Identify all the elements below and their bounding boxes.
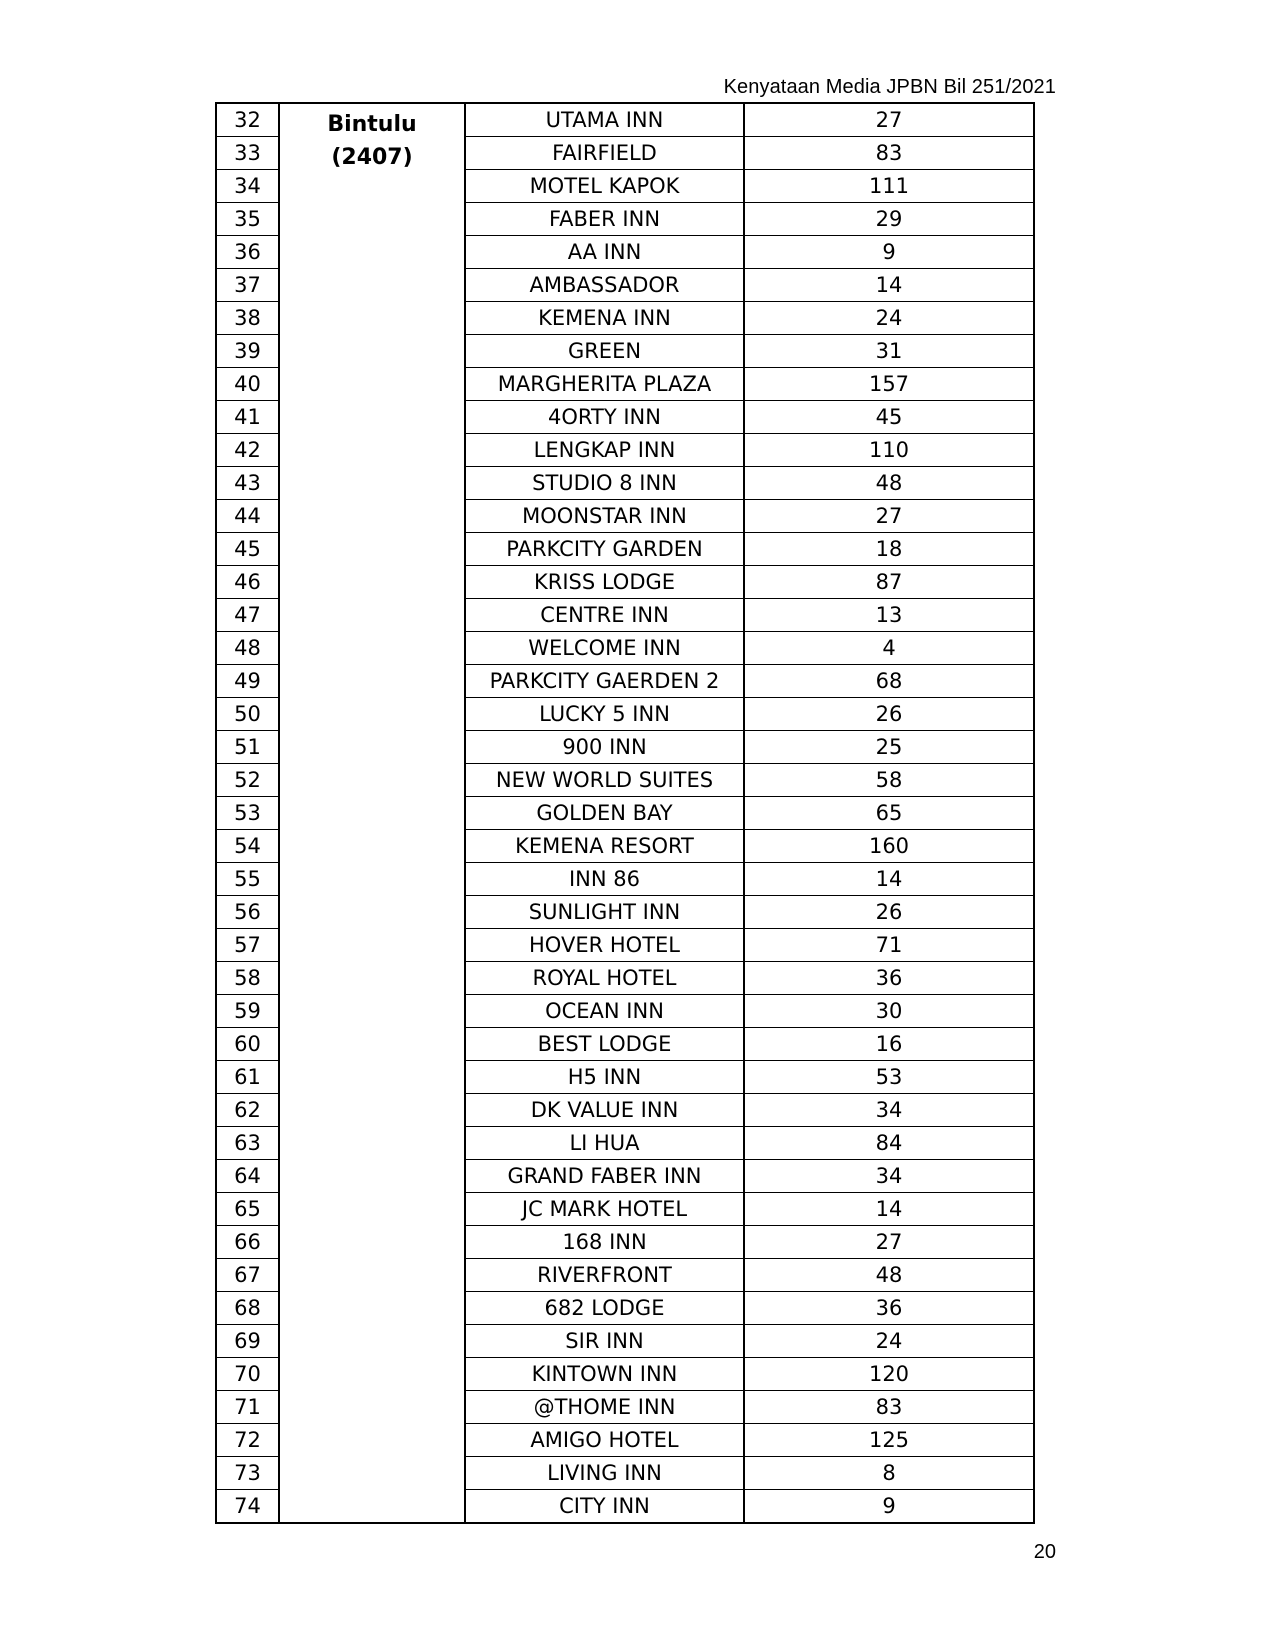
premise-name: RIVERFRONT [465,1259,744,1292]
premise-name: SUNLIGHT INN [465,896,744,929]
premise-count: 120 [744,1358,1034,1391]
premise-count: 34 [744,1094,1034,1127]
premise-count: 24 [744,1325,1034,1358]
premise-count: 36 [744,962,1034,995]
premise-name: NEW WORLD SUITES [465,764,744,797]
premise-count: 58 [744,764,1034,797]
premise-count: 71 [744,929,1034,962]
premise-name: INN 86 [465,863,744,896]
row-number: 74 [216,1490,279,1524]
premise-count: 48 [744,1259,1034,1292]
premise-name: AA INN [465,236,744,269]
premise-name: UTAMA INN [465,103,744,137]
premise-name: KEMENA INN [465,302,744,335]
row-number: 43 [216,467,279,500]
header-note: Kenyataan Media JPBN Bil 251/2021 [723,76,1056,98]
row-number: 41 [216,401,279,434]
row-number: 37 [216,269,279,302]
premise-count: 31 [744,335,1034,368]
premise-name: BEST LODGE [465,1028,744,1061]
premise-name: MARGHERITA PLAZA [465,368,744,401]
row-number: 46 [216,566,279,599]
premise-count: 14 [744,269,1034,302]
premise-count: 53 [744,1061,1034,1094]
row-number: 38 [216,302,279,335]
premise-name: LI HUA [465,1127,744,1160]
premise-name: MOONSTAR INN [465,500,744,533]
row-number: 54 [216,830,279,863]
row-number: 49 [216,665,279,698]
premise-name: GRAND FABER INN [465,1160,744,1193]
premise-count: 65 [744,797,1034,830]
premise-count: 27 [744,1226,1034,1259]
premise-count: 9 [744,1490,1034,1524]
premise-name: SIR INN [465,1325,744,1358]
row-number: 67 [216,1259,279,1292]
row-number: 34 [216,170,279,203]
premise-name: WELCOME INN [465,632,744,665]
premise-name: @THOME INN [465,1391,744,1424]
premise-name: H5 INN [465,1061,744,1094]
area-code: (2407) [331,145,413,170]
premise-count: 48 [744,467,1034,500]
premise-count: 26 [744,698,1034,731]
hotel-table [215,102,1035,1524]
premise-count: 125 [744,1424,1034,1457]
row-number: 48 [216,632,279,665]
premise-name: CENTRE INN [465,599,744,632]
premise-count: 157 [744,368,1034,401]
premise-count: 110 [744,434,1034,467]
row-number: 53 [216,797,279,830]
premise-name: PARKCITY GAERDEN 2 [465,665,744,698]
premise-name: FAIRFIELD [465,137,744,170]
row-number: 73 [216,1457,279,1490]
row-number: 68 [216,1292,279,1325]
premise-name: AMIGO HOTEL [465,1424,744,1457]
row-number: 69 [216,1325,279,1358]
premise-count: 16 [744,1028,1034,1061]
row-number: 63 [216,1127,279,1160]
table-body [216,103,1034,1523]
row-number: 50 [216,698,279,731]
premise-name: KEMENA RESORT [465,830,744,863]
premise-name: AMBASSADOR [465,269,744,302]
premise-count: 160 [744,830,1034,863]
premise-count: 68 [744,665,1034,698]
row-number: 59 [216,995,279,1028]
premise-count: 13 [744,599,1034,632]
row-number: 55 [216,863,279,896]
premise-name: LUCKY 5 INN [465,698,744,731]
premise-name: 168 INN [465,1226,744,1259]
premise-count: 87 [744,566,1034,599]
premise-count: 8 [744,1457,1034,1490]
row-number: 51 [216,731,279,764]
premise-name: LENGKAP INN [465,434,744,467]
row-number: 32 [216,103,279,137]
premise-count: 27 [744,103,1034,137]
premise-name: MOTEL KAPOK [465,170,744,203]
premise-count: 83 [744,137,1034,170]
premise-name: PARKCITY GARDEN [465,533,744,566]
area-cell [279,103,465,1523]
premise-count: 34 [744,1160,1034,1193]
premise-count: 14 [744,1193,1034,1226]
premise-name: KINTOWN INN [465,1358,744,1391]
row-number: 65 [216,1193,279,1226]
premise-name: ROYAL HOTEL [465,962,744,995]
premise-name: DK VALUE INN [465,1094,744,1127]
premise-name: GOLDEN BAY [465,797,744,830]
premise-name: HOVER HOTEL [465,929,744,962]
premise-count: 111 [744,170,1034,203]
area-name: Bintulu [327,112,417,137]
row-number: 40 [216,368,279,401]
row-number: 60 [216,1028,279,1061]
premise-count: 14 [744,863,1034,896]
premise-count: 24 [744,302,1034,335]
row-number: 33 [216,137,279,170]
row-number: 36 [216,236,279,269]
premise-name: CITY INN [465,1490,744,1524]
row-number: 39 [216,335,279,368]
premise-name: FABER INN [465,203,744,236]
premise-count: 30 [744,995,1034,1028]
premise-count: 27 [744,500,1034,533]
premise-name: GREEN [465,335,744,368]
premise-name: KRISS LODGE [465,566,744,599]
page-number: 20 [1033,1541,1056,1563]
row-number: 52 [216,764,279,797]
row-number: 70 [216,1358,279,1391]
premise-name: 682 LODGE [465,1292,744,1325]
row-number: 45 [216,533,279,566]
row-number: 56 [216,896,279,929]
premise-count: 26 [744,896,1034,929]
row-number: 47 [216,599,279,632]
premise-count: 36 [744,1292,1034,1325]
row-number: 71 [216,1391,279,1424]
row-number: 35 [216,203,279,236]
premise-count: 45 [744,401,1034,434]
row-number: 58 [216,962,279,995]
row-number: 57 [216,929,279,962]
premise-count: 84 [744,1127,1034,1160]
premise-count: 83 [744,1391,1034,1424]
premise-name: LIVING INN [465,1457,744,1490]
premise-count: 25 [744,731,1034,764]
premise-name: 900 INN [465,731,744,764]
premise-count: 9 [744,236,1034,269]
premise-name: STUDIO 8 INN [465,467,744,500]
table-row [216,103,1034,137]
premise-count: 18 [744,533,1034,566]
row-number: 64 [216,1160,279,1193]
row-number: 44 [216,500,279,533]
premise-name: OCEAN INN [465,995,744,1028]
row-number: 72 [216,1424,279,1457]
row-number: 62 [216,1094,279,1127]
row-number: 66 [216,1226,279,1259]
row-number: 61 [216,1061,279,1094]
premise-count: 4 [744,632,1034,665]
premise-count: 29 [744,203,1034,236]
premise-name: JC MARK HOTEL [465,1193,744,1226]
premise-name: 4ORTY INN [465,401,744,434]
row-number: 42 [216,434,279,467]
